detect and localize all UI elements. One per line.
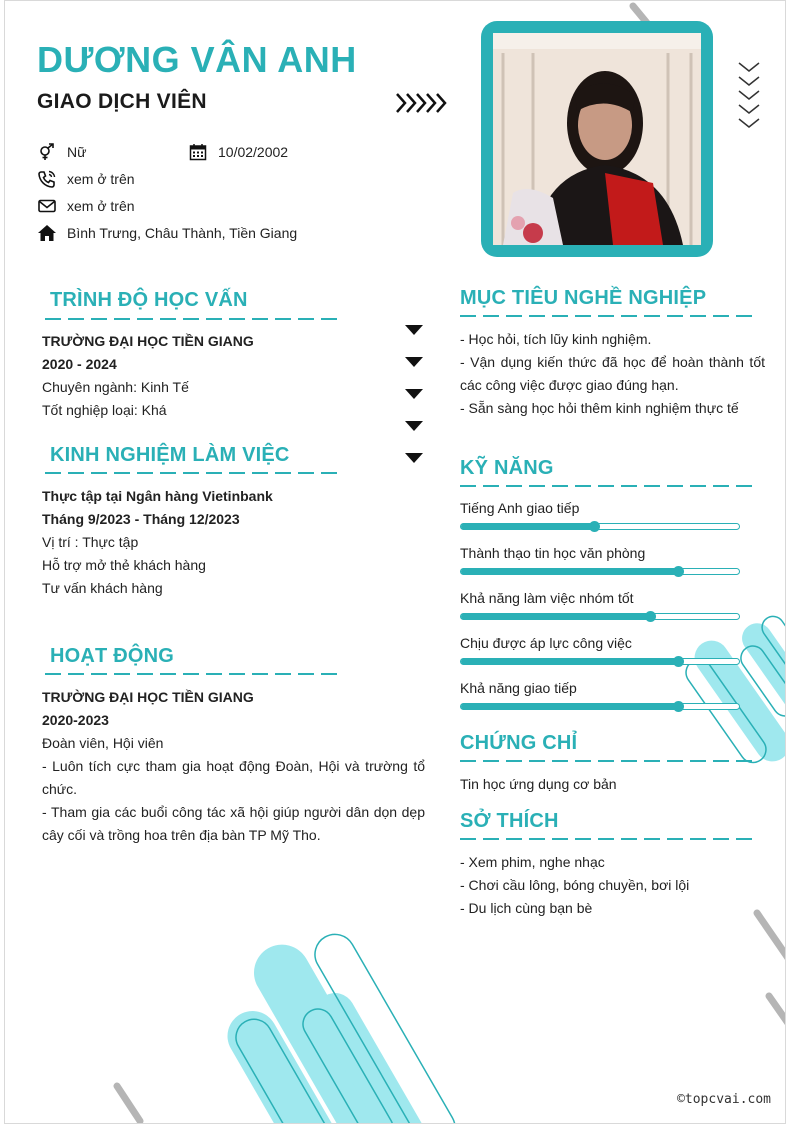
objective-item: - Học hỏi, tích lũy kinh nghiệm.: [460, 331, 652, 347]
calendar-icon: [188, 142, 208, 162]
certificate-item: Tin học ứng dụng cơ bản: [460, 776, 617, 792]
skill-item: [460, 500, 740, 530]
skill-bar: [460, 568, 740, 575]
skill-item: [460, 680, 740, 710]
gender-value: Nữ: [67, 144, 87, 160]
hobby-item: - Chơi cầu lông, bóng chuyền, bơi lội: [460, 877, 690, 893]
candidate-name: DƯƠNG VÂN ANH: [37, 39, 357, 80]
objective-item: - Sẵn sàng học hỏi thêm kinh nghiệm thực tế: [460, 400, 739, 416]
experience-company: Thực tập tại Ngân hàng Vietinbank: [42, 488, 273, 504]
birthday-value: 10/02/2002: [218, 144, 289, 160]
skill-knob: [673, 566, 684, 577]
activities-org: TRƯỜNG ĐẠI HỌC TIỀN GIANG: [42, 689, 254, 705]
skill-label: Tiếng Anh giao tiếp: [460, 500, 580, 516]
contact-email: [37, 196, 135, 216]
mail-icon: [37, 196, 57, 216]
skill-item: [460, 590, 740, 620]
contact-gender: [37, 142, 86, 162]
phone-value: xem ở trên: [67, 171, 135, 187]
objective-content: [460, 328, 765, 420]
activities-item: - Luôn tích cực tham gia hoạt động Đoàn, Hội và trường tổ chức.: [42, 758, 425, 797]
skill-bar: [460, 658, 740, 665]
activities-section-title: HOẠT ĐỘNG: [50, 645, 175, 667]
education-section-title: TRÌNH ĐỘ HỌC VẤN: [50, 289, 248, 311]
skill-bar: [460, 523, 740, 530]
triangle-down-icon: [405, 453, 423, 463]
experience-task: Tư vấn khách hàng: [42, 580, 163, 596]
skills-section-title: KỸ NĂNG: [460, 457, 554, 479]
experience-period: Tháng 9/2023 - Tháng 12/2023: [42, 511, 240, 527]
skill-knob: [673, 701, 684, 712]
experience-content: [42, 485, 422, 600]
experience-underline: [45, 471, 337, 475]
experience-position: Vị trí : Thực tập: [42, 534, 139, 550]
skill-bar: [460, 613, 740, 620]
skill-bar: [460, 703, 740, 710]
activities-role: Đoàn viên, Hội viên: [42, 735, 164, 751]
activities-content: [42, 686, 425, 847]
education-school: TRƯỜNG ĐẠI HỌC TIỀN GIANG: [42, 333, 254, 349]
home-icon: [37, 223, 57, 243]
email-value: xem ở trên: [67, 198, 135, 214]
certificates-underline: [460, 759, 752, 763]
activities-underline: [45, 672, 337, 676]
hobby-item: - Du lịch cùng bạn bè: [460, 900, 593, 916]
triangle-markers: [405, 325, 423, 485]
contact-address: [37, 223, 297, 243]
skill-label: Thành thạo tin học văn phòng: [460, 545, 646, 561]
education-grade: Tốt nghiệp loại: Khá: [42, 402, 167, 418]
hobby-item: - Xem phim, nghe nhạc: [460, 854, 605, 870]
gender-icon: [37, 142, 57, 162]
hobbies-section-title: SỞ THÍCH: [460, 810, 559, 832]
activities-period: 2020-2023: [42, 712, 109, 728]
education-content: [42, 330, 412, 422]
cv-page: [4, 0, 786, 1124]
certificates-content: [460, 773, 760, 796]
experience-section-title: KINH NGHIỆM LÀM VIỆC: [50, 444, 290, 466]
objective-section-title: MỤC TIÊU NGHỀ NGHIỆP: [460, 287, 707, 309]
skill-knob: [589, 521, 600, 532]
experience-task: Hỗ trợ mở thẻ khách hàng: [42, 557, 206, 573]
job-title: GIAO DỊCH VIÊN: [37, 90, 207, 113]
skill-label: Khả năng làm việc nhóm tốt: [460, 590, 634, 606]
triangle-down-icon: [405, 389, 423, 399]
activities-item: - Tham gia các buổi công tác xã hội giúp người dân dọn dẹp cây cối và trồng hoa trên địa bàn TP Mỹ Tho.: [42, 804, 425, 843]
skill-knob: [645, 611, 656, 622]
skill-item: [460, 545, 740, 575]
address-value: Bình Trưng, Châu Thành, Tiền Giang: [67, 225, 298, 241]
profile-photo: [493, 33, 701, 245]
chevrons-right-icon: [395, 91, 451, 115]
chevrons-down-icon: [737, 61, 761, 131]
watermark: ©topcvai.com: [677, 1092, 771, 1107]
skill-label: Khả năng giao tiếp: [460, 680, 577, 696]
phone-icon: [37, 169, 57, 189]
hobbies-underline: [460, 837, 752, 841]
objective-underline: [460, 314, 752, 318]
objective-item: - Vận dụng kiến thức đã học để hoàn thành tốt các công việc được giao đúng hạn.: [460, 354, 765, 393]
skill-label: Chịu được áp lực công việc: [460, 635, 632, 651]
profile-photo-frame: [481, 21, 713, 257]
triangle-down-icon: [405, 357, 423, 367]
contact-phone: [37, 169, 135, 189]
skills-underline: [460, 484, 752, 488]
contact-birthday: [188, 142, 288, 162]
education-underline: [45, 317, 337, 321]
hobbies-content: [460, 851, 760, 920]
skill-item: [460, 635, 740, 665]
education-major: Chuyên ngành: Kinh Tế: [42, 379, 189, 395]
skill-knob: [673, 656, 684, 667]
education-period: 2020 - 2024: [42, 356, 117, 372]
triangle-down-icon: [405, 325, 423, 335]
triangle-down-icon: [405, 421, 423, 431]
certificates-section-title: CHỨNG CHỈ: [460, 732, 578, 754]
